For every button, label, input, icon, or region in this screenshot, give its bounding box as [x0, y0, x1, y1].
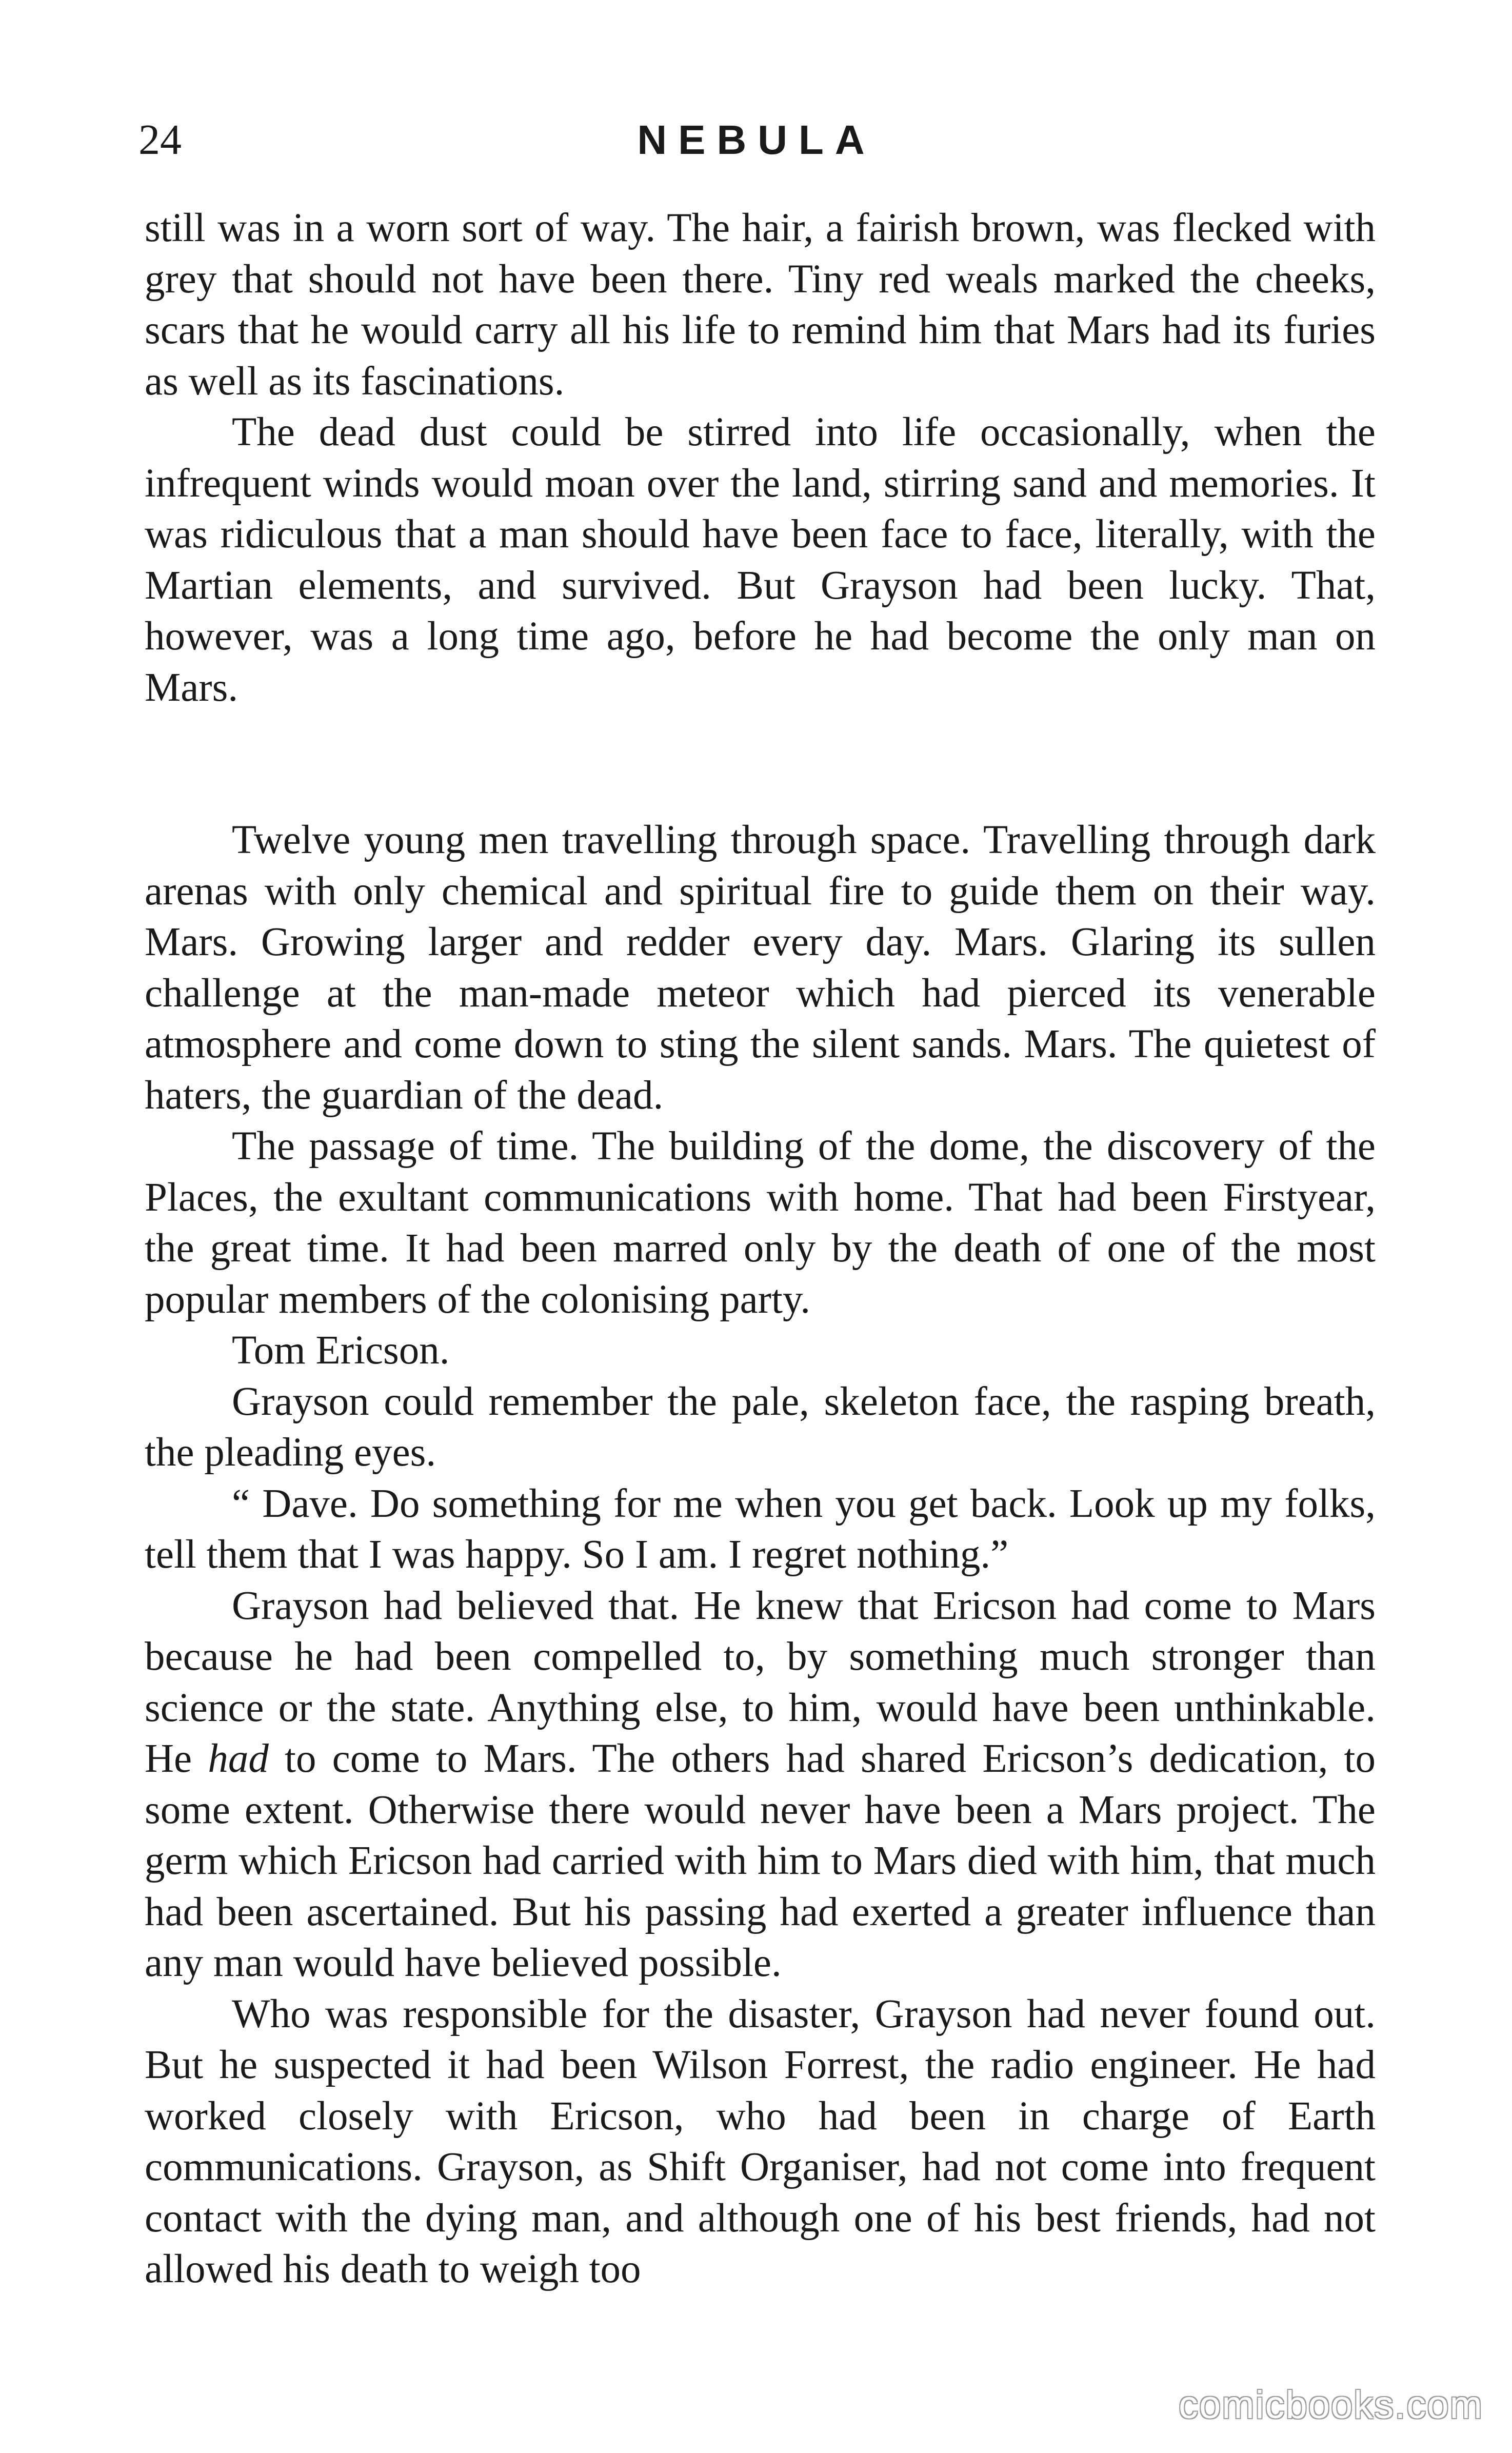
journal-title: NEBULA: [637, 117, 876, 163]
emphasis: had: [208, 1736, 269, 1781]
text-run: to come to Mars. The others had shared Ericson’s dedication, to some extent. Otherwise there would never have been a Mars project. The germ which Ericson had carried with him to Mars died with him, that much had been ascertained. But his passing had exerted a greater influence than any man would have believed possible.: [145, 1736, 1376, 1985]
text-run: Grayson had believed that. He knew that Ericson had come to Mars because he had been compelled to, by something much stronger than science or the state. Anything else, to him, would have been unthinkable. He: [145, 1583, 1376, 1781]
paragraph: Who was responsible for the disaster, Grayson had never found out. But he suspected it had been Wilson Forrest, the radio engineer. He had worked closely with Ericson, who had been in charge of Earth communications. Grayson, as Shift Organiser, had not come into frequent contact with the dying man, and although one of his best friends, had not allowed his death to weigh too: [145, 1991, 1376, 2291]
section-break: [145, 713, 1376, 815]
body-text: [145, 203, 1376, 2295]
paragraph: The passage of time. The building of the dome, the discovery of the Places, the exultant communications with home. That had been Firstyear, the great time. It had been marred only by the death of one of the most popular members of the colonising party.: [145, 1124, 1376, 1322]
paragraph: Twelve young men travelling through space. Travelling through dark arenas with only chemical and spiritual fire to guide them on their way. Mars. Growing larger and redder every day. Mars. Glaring its sullen challenge at the man-made meteor which had pierced its venerable atmosphere and come down to sting the silent sands. Mars. The quietest of haters, the guardian of the dead.: [145, 818, 1376, 1118]
paragraph: Grayson could remember the pale, skeleton face, the rasping breath, the pleading eyes.: [145, 1379, 1376, 1475]
paragraph: Tom Ericson.: [232, 1328, 450, 1373]
paragraph: still was in a worn sort of way. The hair, a fairish brown, was flecked with grey that should not have been there. Tiny red weals marked the cheeks, scars that he would carry all his life to remind him that Mars had its furies as well as its fascinations.: [145, 206, 1376, 404]
page-number: 24: [138, 116, 182, 164]
running-head: [138, 112, 1375, 168]
paragraph: “ Dave. Do something for me when you get back. Look up my folks, tell them that I was happy. So I am. I regret nothing.”: [145, 1481, 1376, 1577]
paragraph: [145, 1580, 1376, 1989]
watermark: comicbooks.com: [1179, 2383, 1483, 2427]
paragraph: The dead dust could be stirred into life occasionally, when the infrequent winds would moan over the land, stirring sand and memories. It was ridiculous that a man should have been face to face, literally, with the Martian elements, and survived. But Grayson had been lucky. That, however, was a long time ago, before he had become the only man on Mars.: [145, 410, 1376, 710]
